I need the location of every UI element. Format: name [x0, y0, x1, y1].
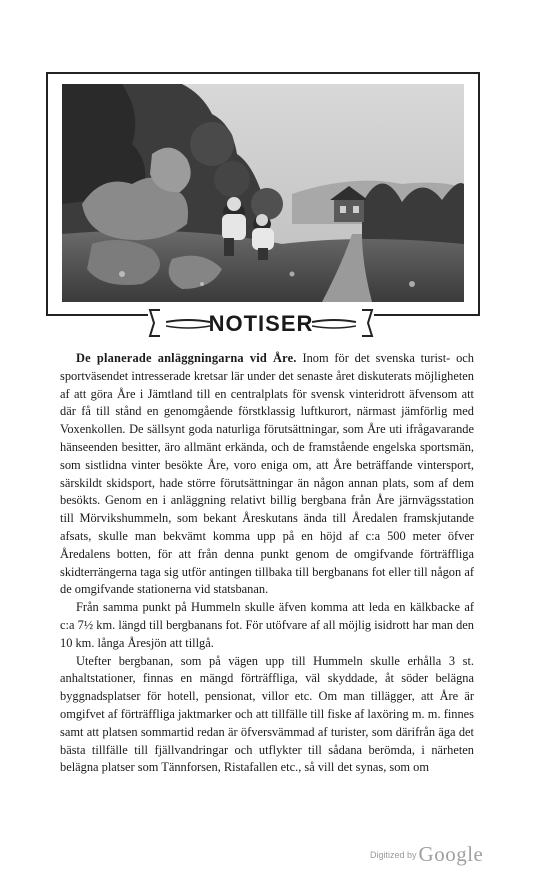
- photo-frame: [46, 72, 480, 316]
- article-paragraph: Utefter bergbanan, som på vägen upp till Hummeln skulle erhålla 3 st. anhaltstationer, finnas en mängd förträffliga, väl skyddade, åt söder belägna byggnadsplatser för hotell, pensionat, villor etc. Om man tillägger, att Åre är omgifvet af förträffliga jaktmarker och att tillfälle till fiske af laxöring m. m. finnes samt att platsen sommartid redan är öfversvämmad af turister, som därifrån äga det bästa tillfälle till fjällvandringar och utflykter till sådana berömda, i närheten belägna platser som Tännforsen, Ristafallen etc., så vill det synas, som om: [60, 653, 474, 775]
- section-banner: [148, 308, 374, 338]
- digitized-watermark: [370, 842, 483, 867]
- article-heading: De planerade anläggningarna vid Åre.: [76, 351, 297, 365]
- google-logo: Google: [418, 842, 484, 866]
- article-body: [60, 350, 474, 777]
- article-paragraph: Från samma punkt på Hummeln skulle äfven komma att leda en kälkbacke af c:a 7½ km. längd till bergbanans fot. För utöfvare af all möjlig isidrott har man den 10 km. långa Åresjön att tillgå.: [60, 600, 474, 650]
- article-paragraph: [60, 350, 474, 599]
- landscape-photo: [62, 84, 464, 302]
- paragraph-text: Inom för det svenska turist- och sportväsendet intresserade kretsar lär under det senaste året diskuterats möjligheten af att göra Åre i Jämtland till en centralplats för svensk vinteridrott äfvensom att där få till stånd en genomgående förstklassig luftkurort, närmast jämförlig med Voxenkollen. De sällsynt goda naturliga förutsättningar, som Åre uti ifrågavarande hänseenden besitter, äro allmänt erkända, och de framstående engelska sportsmän, som sistlidna vinter besökte Åre, voro eniga om, att Åre beträffande vintersport, särskildt skidsport, hade större förutsättningar än någon annan plats, som af dem besökts. Genom en i anläggning relativt billig bergbana från Åre järnvägsstation till Mörvikshummeln, som bekant Åreskutans ända till Åredalen framskjutande afsats, skulle man bekvämt komma upp på en höjd af c:a 500 meter öfver Åredalens botten, för att från denna punkt genom de omgifvande förträffliga skidterrängerna taga sig utför antingen tillbaka till bergbanans fot eller till någon af de omgifvande stationerna vid statsbanan.: [60, 351, 474, 597]
- swash-ornament-right: [312, 318, 356, 330]
- section-title: NOTISER: [208, 311, 314, 336]
- banner-bracket-right: [362, 308, 374, 338]
- landscape-photo-illustration: [62, 84, 464, 302]
- watermark-prefix: Digitized by: [370, 850, 417, 860]
